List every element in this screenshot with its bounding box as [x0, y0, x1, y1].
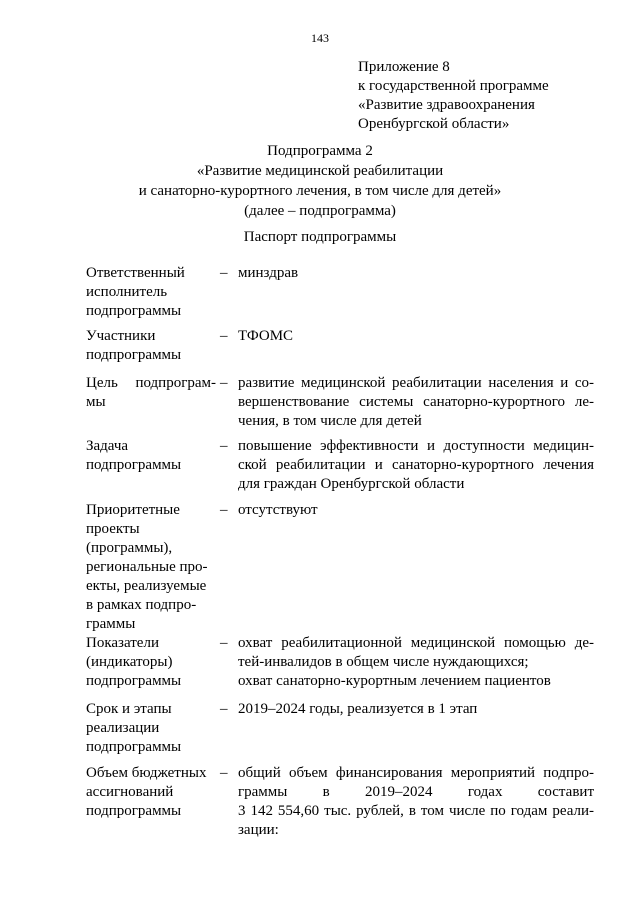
content-line: ской реабилитации и санаторно-курортного лечения [238, 457, 594, 473]
row-content [238, 501, 594, 520]
content-line: ТФОМС [238, 328, 294, 344]
label-line: в рамках подпро- [86, 597, 197, 613]
row-content [238, 327, 594, 346]
heading-line: (далее – подпрограмма) [244, 203, 396, 219]
heading-line: Подпрограмма 2 [267, 143, 373, 159]
label-line: проекты [86, 521, 140, 537]
dash-separator: – [220, 265, 228, 281]
row-label [86, 634, 216, 691]
row-content [238, 634, 594, 691]
dash-separator: – [220, 375, 228, 391]
dash-separator: – [220, 701, 228, 717]
heading-line: и санаторно-курортного лечения, в том числе для детей» [138, 183, 502, 199]
appendix-line: Оренбургской области» [358, 116, 510, 132]
label-line: (индикаторы) [86, 654, 173, 670]
content-line: повышение эффективности и доступности медицин- [238, 438, 594, 454]
row-content [238, 437, 594, 494]
label-line: исполнитель [86, 284, 168, 300]
content-line: чения, в том числе для детей [238, 413, 422, 429]
heading-line: «Развитие медицинской реабилитации [196, 163, 444, 179]
row-content [238, 264, 594, 283]
label-line: подпрограммы [86, 457, 182, 473]
subprogram-heading [0, 141, 640, 221]
label-line: мы [86, 394, 106, 410]
label-line: (программы), [86, 540, 173, 556]
appendix-line: «Развитие здравоохранения [358, 97, 535, 113]
row-content [238, 764, 594, 840]
dash-separator: – [220, 438, 228, 454]
content-line: тей-инвалидов в общем числе нуждающихся; [238, 654, 529, 670]
label-line: региональные про- [86, 559, 208, 575]
label-line: Приоритетные [86, 502, 180, 518]
content-line: 3 142 554,60 тыс. рублей, в том числе по годам реали- [238, 803, 594, 819]
row-label [86, 374, 216, 412]
label-line: реализации [86, 720, 160, 736]
label-line: граммы [86, 616, 136, 632]
passport-title: Паспорт подпрограммы [243, 229, 397, 245]
content-line: вершенствование системы санаторно-курортного ле- [238, 394, 594, 410]
row-label [86, 264, 216, 321]
row-label [86, 437, 216, 475]
row-label [86, 764, 216, 821]
label-line: Участники [86, 328, 156, 344]
label-line: подпрограммы [86, 673, 182, 689]
label-line: подпрограммы [86, 739, 182, 755]
appendix-line: к государственной программе [358, 78, 549, 94]
content-line: отсутствуют [238, 502, 318, 518]
content-line: охват реабилитационной медицинской помощью де- [238, 635, 594, 651]
content-line: минздрав [238, 265, 299, 281]
content-line: для граждан Оренбургской области [238, 476, 465, 492]
row-label [86, 327, 216, 365]
dash-separator: – [220, 765, 228, 781]
content-line: зации: [238, 822, 279, 838]
content-line: развитие медицинской реабилитации населения и со- [238, 375, 594, 391]
label-line: ассигнований [86, 784, 174, 800]
dash-separator: – [220, 502, 228, 518]
content-line: 2019–2024 годы, реализуется в 1 этап [238, 701, 478, 717]
label-line: подпрограммы [86, 347, 182, 363]
label-line: Показатели [86, 635, 159, 651]
row-label [86, 501, 216, 634]
label-line: Срок и этапы [86, 701, 172, 717]
appendix-reference [358, 58, 549, 134]
label-line: Цель подпрограм- [86, 375, 216, 391]
content-line: охват санаторно-курортным лечением пациентов [238, 673, 551, 689]
dash-separator: – [220, 328, 228, 344]
label-line: Задача [86, 438, 129, 454]
row-label [86, 700, 216, 757]
label-line: подпрограммы [86, 303, 182, 319]
page-number: 143 [311, 31, 329, 45]
appendix-line: Приложение 8 [358, 59, 450, 75]
label-line: Объем бюджетных [86, 765, 207, 781]
dash-separator: – [220, 635, 228, 651]
label-line: Ответственный [86, 265, 185, 281]
content-line: общий объем финансирования мероприятий подпро- [238, 765, 594, 781]
label-line: подпрограммы [86, 803, 182, 819]
content-line: граммы в 2019–2024 годах составит [238, 784, 594, 800]
row-content [238, 700, 594, 719]
label-line: екты, реализуемые [86, 578, 207, 594]
row-content [238, 374, 594, 431]
